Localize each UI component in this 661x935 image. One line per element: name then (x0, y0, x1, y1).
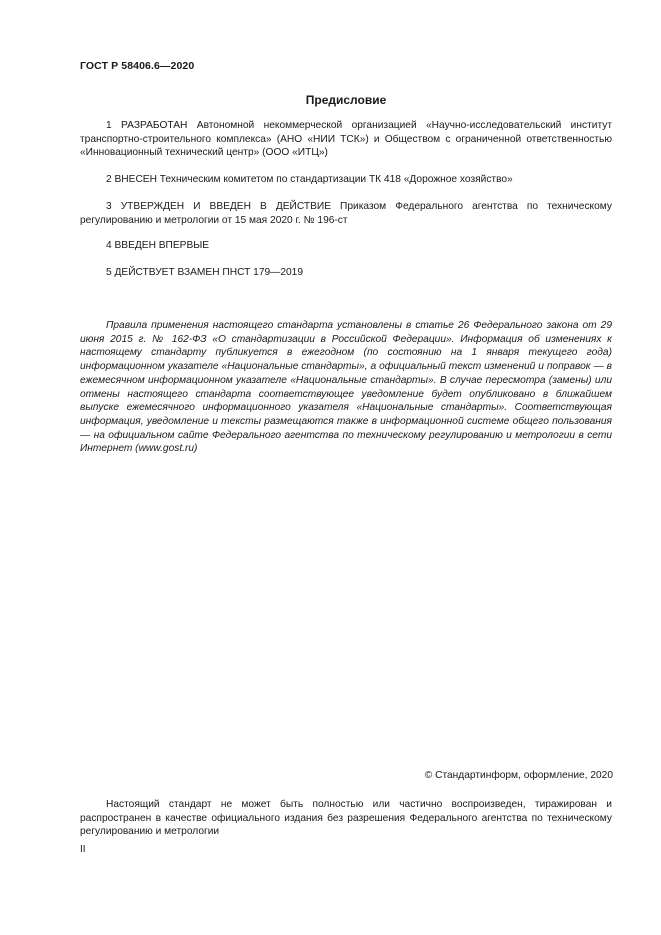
foreword-item-4: 4 ВВЕДЕН ВПЕРВЫЕ (106, 240, 210, 251)
foreword-item-5: 5 ДЕЙСТВУЕТ ВЗАМЕН ПНСТ 179—2019 (106, 267, 304, 278)
copyright-line: © Стандартинформ, оформление, 2020 (424, 770, 613, 781)
rules-note: Правила применения настоящего стандарта установлены в статье 26 Федерального закона от 29 июня 2015 г. № 162-ФЗ «О стандартизации в Российской Федерации». Информация об изменениях к настоящему стандарту публикуется в ежегодном (по состоянию на 1 января текущего года) информационном указателе «Национальные стандарты», а официальный текст изменений и поправок — в ежемесячном информационном указателе «Национальные стандарты». В случае пересмотра (замены) или отмены настоящего стандарта соответствующее уведомление будет опубликовано в ближайшем выпуске ежемесячного информационного указателя «Национальные стандарты». Соответствующая информация, уведомление и тексты размещаются также в информационной системе общего пользования — на официальном сайте Федерального агентства по техническому регулированию и метрологии в сети Интернет (www.gost.ru) (80, 320, 612, 455)
page-number: II (80, 844, 86, 855)
document-code: ГОСТ Р 58406.6—2020 (80, 60, 195, 72)
foreword-item-3: 3 УТВЕРЖДЕН И ВВЕДЕН В ДЕЙСТВИЕ Приказом Федерального агентства по техническому регулированию и метрологии от 15 мая 2020 г. № 196-ст (80, 201, 612, 226)
page-title: Предисловие (305, 93, 387, 107)
reproduction-notice: Настоящий стандарт не может быть полностью или частично воспроизведен, тиражирован и распространен в качестве официального издания без разрешения Федерального агентства по техническому регулированию и метрологии (80, 799, 612, 837)
foreword-item-2: 2 ВНЕСЕН Техническим комитетом по стандартизации ТК 418 «Дорожное хозяйство» (106, 174, 513, 185)
foreword-item-1: 1 РАЗРАБОТАН Автономной некоммерческой организацией «Научно-исследовательский институт транспортно-строительного комплекса» (АНО «НИИ ТСК») и Обществом с ограниченной ответственностью «Инновационный технический центр» (ООО «ИТЦ») (80, 120, 612, 158)
